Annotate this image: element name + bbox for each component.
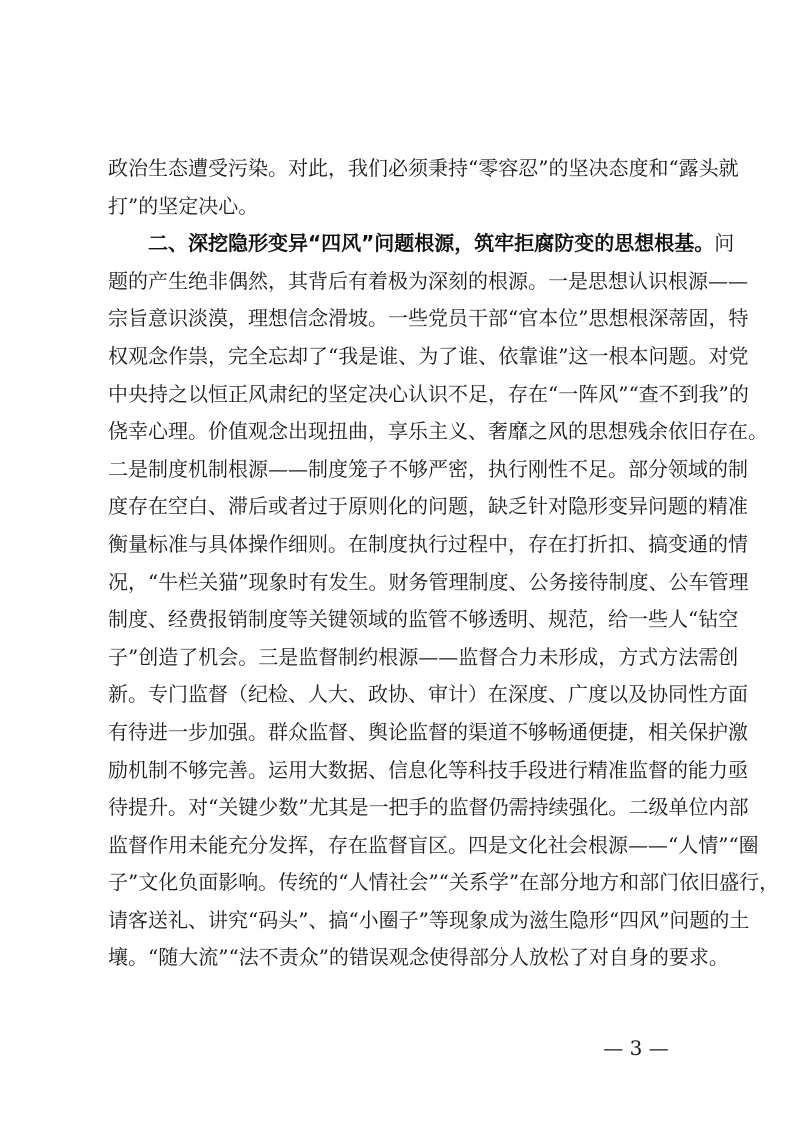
- text-line: 政治生态遭受污染。对此，我们必须秉持“零容忍”的坚决态度和“露头就: [108, 156, 739, 180]
- text-line: 权观念作祟，完全忘却了“我是谁、为了谁、依靠谁”这一根本问题。对党: [108, 343, 749, 368]
- text-line: 制度、经费报销制度等关键领域的监管不够透明、规范，给一些人“钻空: [108, 607, 739, 632]
- text-line: 请客送礼、讲究“码头”、搞“小圈子”等现象成为滋生隐形“四风”问题的土: [108, 907, 750, 932]
- text-line: 侥幸心理。价值观念出现扭曲，享乐主义、奢靡之风的思想残余依旧存在。: [108, 419, 768, 444]
- text-line: 衡量标准与具体操作细则。在制度执行过程中，存在打折扣、搞变通的情: [108, 531, 748, 556]
- text-line: 打”的坚定决心。: [108, 193, 259, 218]
- text-line: 二是制度机制根源——制度笼子不够严密，执行刚性不足。部分领域的制: [108, 456, 748, 481]
- text-line: 度存在空白、滞后或者过于原则化的问题，缺乏针对隐形变异问题的精准: [108, 494, 748, 519]
- section-heading-line: [108, 225, 735, 263]
- text-line: 子”文化负面影响。传统的“人情社会”“关系学”在部分地方和部门依旧盛行，: [108, 870, 780, 895]
- document-body: [108, 150, 780, 977]
- text-line: 况，“牛栏关猫”现象时有发生。财务管理制度、公务接待制度、公车管理: [108, 569, 749, 594]
- text-line: 中央持之以恒正风肃纪的坚定决心认识不足，存在“一阵风”“查不到我”的: [108, 381, 749, 406]
- text-line: 新。专门监督（纪检、人大、政协、审计）在深度、广度以及协同性方面: [108, 682, 748, 707]
- page-number: — 3 —: [603, 1036, 669, 1060]
- text-line: 壤。“随大流”“法不责众”的错误观念使得部分人放松了对自身的要求。: [108, 945, 729, 970]
- text-line: 有待进一步加强。群众监督、舆论监督的渠道不够畅通便捷，相关保护激: [108, 719, 748, 744]
- text-line: 题的产生绝非偶然，其背后有着极为深刻的根源。一是思想认识根源——: [108, 268, 748, 293]
- text-line: 宗旨意识淡漠，理想信念滑坡。一些党员干部“官本位”思想根深蒂固，特: [108, 306, 749, 331]
- heading-line-continuation: 问: [714, 231, 735, 256]
- text-line: 励机制不够完善。运用大数据、信息化等科技手段进行精准监督的能力亟: [108, 757, 748, 782]
- text-line: 子”创造了机会。三是监督制约根源——监督合力未形成，方式方法需创: [108, 644, 739, 669]
- section-heading: 二、深挖隐形变异“四风”问题根源，筑牢拒腐防变的思想根基。: [148, 231, 715, 256]
- text-line: 待提升。对“关键少数”尤其是一把手的监督仍需持续强化。二级单位内部: [108, 795, 749, 820]
- text-line: 监督作用未能充分发挥，存在监督盲区。四是文化社会根源——“人情”“圈: [108, 832, 759, 857]
